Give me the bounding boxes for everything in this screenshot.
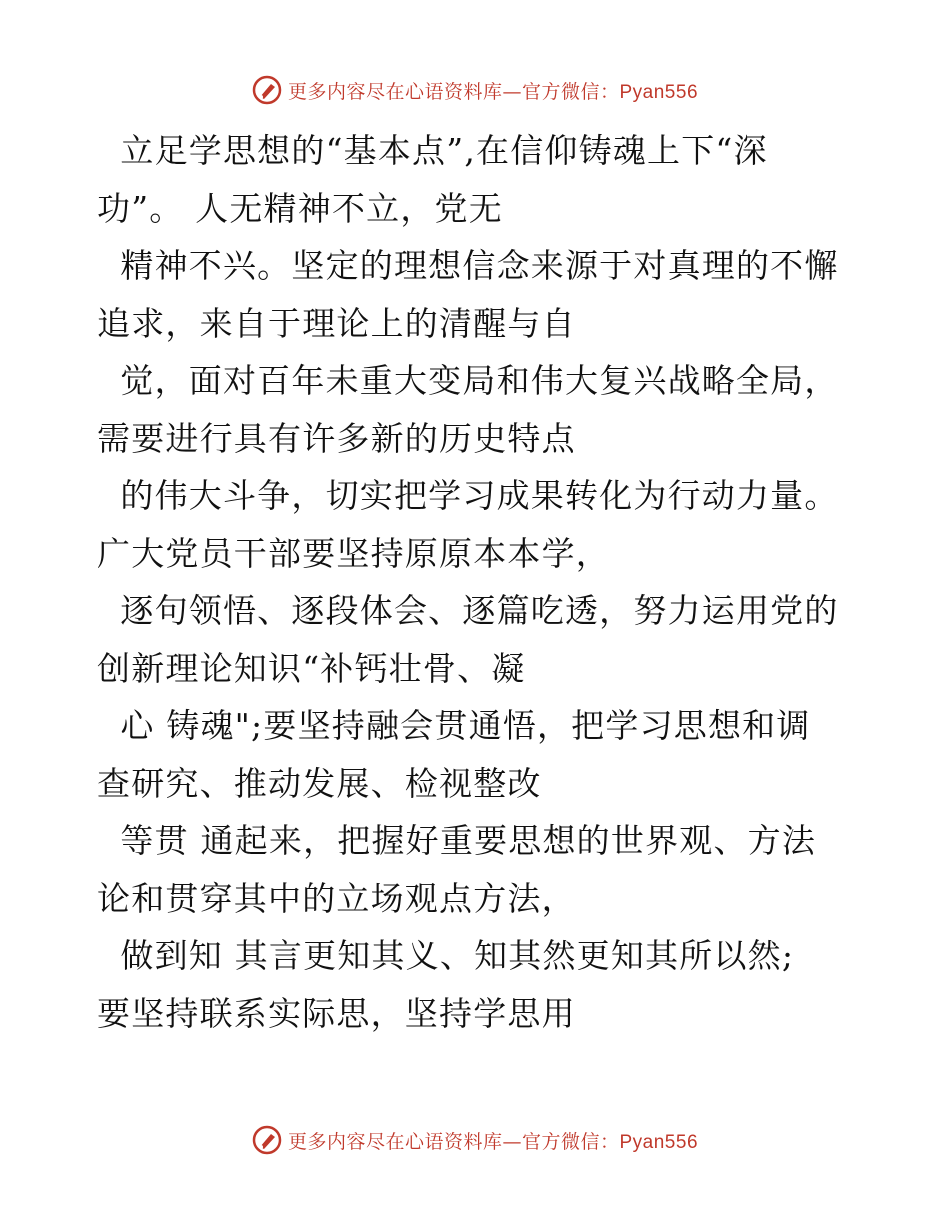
pen-nib-logo-icon: [252, 1125, 282, 1155]
body-line: 功”。 人无精神不立，党无: [97, 188, 503, 228]
document-body: [97, 122, 887, 1042]
body-line: 需要进行具有许多新的历史特点: [97, 418, 576, 458]
body-line: 立足学思想的“基本点”,在信仰铸魂上下“深: [97, 131, 768, 170]
body-line: 等贯 通起来，把握好重要思想的世界观、方法: [97, 821, 817, 860]
pen-nib-logo-icon: [252, 75, 282, 105]
body-line: 追求，来自于理论上的清醒与自: [97, 303, 576, 343]
header-banner: [0, 72, 950, 108]
body-line: 广大党员干部要坚持原原本本学，: [97, 533, 610, 573]
body-line: 的伟大斗争，切实把学习成果转化为行动力量。: [97, 476, 839, 515]
body-line: 查研究、推动发展、检视整改: [97, 763, 542, 803]
body-line: 精神不兴。坚定的理想信念来源于对真理的不懈: [97, 246, 839, 285]
footer-banner: [0, 1122, 950, 1158]
body-line: 论和贯穿其中的立场观点方法，: [97, 878, 576, 918]
body-line: 觉，面对百年未重大变局和伟大复兴战略全局，: [97, 361, 839, 400]
header-banner-text: 更多内容尽在心语资料库—官方微信：Pyan556: [287, 80, 699, 103]
body-line: 创新理论知识“补钙壮骨、凝: [97, 648, 526, 688]
footer-banner-text: 更多内容尽在心语资料库—官方微信：Pyan556: [287, 1130, 699, 1153]
body-line: 做到知 其言更知其义、知其然更知其所以然;: [97, 936, 795, 975]
body-line: 心 铸魂";要坚持融会贯通悟，把学习思想和调: [97, 706, 811, 745]
body-line: 逐句领悟、逐段体会、逐篇吃透，努力运用党的: [97, 591, 839, 630]
body-line: 要坚持联系实际思，坚持学思用: [97, 993, 576, 1033]
